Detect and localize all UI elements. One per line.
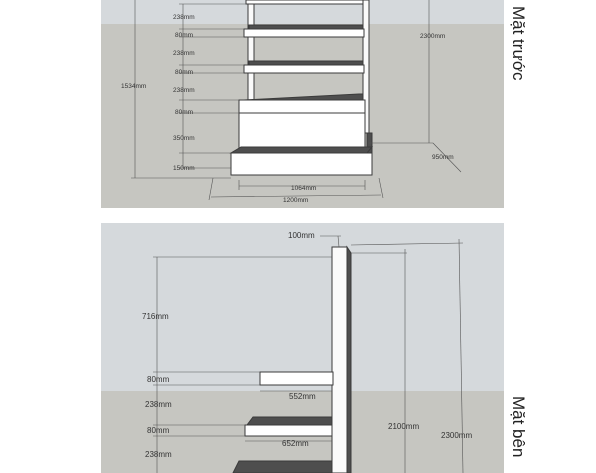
dim-front-left-height: 1534mm	[121, 83, 147, 90]
box-rim	[239, 100, 365, 113]
dim-front-gap-3: 238mm	[173, 87, 195, 94]
dim-front-depth: 950mm	[432, 154, 454, 161]
side-panel-edge	[347, 247, 351, 473]
dim-front-base-width: 1200mm	[283, 197, 309, 204]
front-view-drawing	[101, 0, 504, 208]
dim-side-gap-2: 238mm	[145, 450, 172, 459]
side-shelf-2	[245, 425, 332, 436]
dim-side-gap-1: 238mm	[145, 400, 172, 409]
dim-front-shelf-4: 80mm	[175, 109, 194, 116]
dim-front-total-height: 2300mm	[420, 33, 446, 40]
shelf-2-top-face	[249, 25, 363, 29]
dim-front-gap-2: 238mm	[173, 50, 195, 57]
left-upright	[248, 0, 254, 100]
dim-front-shelf-3: 80mm	[175, 69, 194, 76]
dim-side-shelf-2-depth: 652mm	[282, 439, 309, 448]
dim-side-shelf-1: 80mm	[147, 375, 170, 384]
dim-front-shelf-2: 80mm	[175, 32, 194, 39]
dim-side-upper-gap: 716mm	[142, 312, 169, 321]
front-view-label: Mặt trước	[509, 6, 528, 81]
side-view-panel	[101, 223, 504, 473]
dim-side-shelf-1-depth: 552mm	[289, 392, 316, 401]
side-shelf-2-top-face	[247, 417, 332, 425]
side-panel-face	[332, 247, 347, 473]
base-front	[231, 153, 372, 175]
side-shelf-1	[260, 372, 333, 385]
wall-background	[101, 223, 504, 391]
dim-front-base-height: 150mm	[173, 165, 195, 172]
dim-side-panel-thickness: 100mm	[288, 231, 315, 240]
base-top-face	[231, 147, 372, 153]
dim-side-inner-height: 2100mm	[388, 422, 420, 431]
dim-front-gap-1: 238mm	[173, 14, 195, 21]
shelf-3-top-face	[249, 61, 363, 65]
shelf-top	[246, 0, 363, 4]
dim-side-shelf-2: 80mm	[147, 426, 170, 435]
side-view-label: Mặt bên	[509, 396, 528, 458]
side-view-drawing	[101, 223, 504, 473]
front-view-panel	[101, 0, 504, 208]
side-shelf-3-top-face	[233, 461, 332, 473]
shelf-3	[244, 65, 364, 73]
dim-front-box-width: 1064mm	[291, 185, 317, 192]
dim-side-total-height: 2300mm	[441, 431, 473, 440]
shelf-2	[244, 29, 364, 37]
dim-front-box-height: 350mm	[173, 135, 195, 142]
